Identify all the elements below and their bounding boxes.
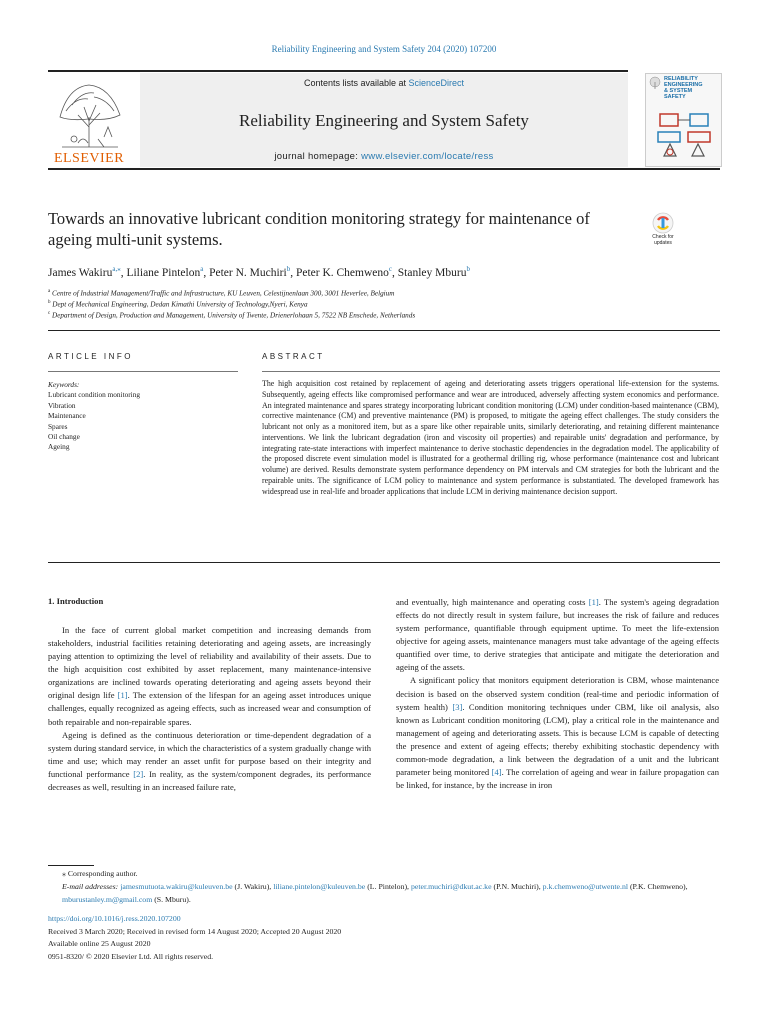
homepage-label: journal homepage: [274,151,362,162]
abstract-text: The high acquisition cost retained by replacement of ageing and deteriorating assets triggers operational life-extension for the systems. Subsequently, ageing effects like compromised performance and wear are introduced, adversely affecting system economics and performance. An integrated maintenance and spares strategy incorporating lubricant condition monitoring (LCM) under condition-based maintenance (CBM), corrective maintenance (CM) and preventive maintenance (PM) is proposed, to mitigate the ageing effect challenges. The study considers the lubricant not only as a monitored item, but as a spare like other repairable units, similarly deteriorating, and retaining different maintenance interventions. We link the lubricant degradation (iron and viscosity oil properties) and repairable units' degradation and performance, by integrating rate-state interactions with imperfect maintenance to derive stochastic dependencies in the degradation model. The applicability of the proposed discrete event simulation model is illustrated for a geothermal drilling rig, whose performance (maintenance cost and lubricant volume) are derived. Results demonstrate system performance dependency on PM intervals and CM strategies for both the lubricant and the repairable units. The significance of LCM policy to maintenance and system performance is substantiated. The developed framework has widespread use in real-life and broader applications that include LCM in deriving maintenance decision support. [262,379,719,496]
author-name[interactable]: Liliane Pintelon [126,266,201,279]
article-title: Towards an innovative lubricant condition monitoring strategy for maintenance of ageing multi-unit systems. [48,209,590,249]
check-for-updates-badge[interactable] [645,212,681,252]
elsevier-mini-tree-icon [648,76,662,90]
cover-title-line: SAFETY [664,94,686,100]
affiliation-text: Department of Design, Production and Management, University of Twente, Drienerlohaan 5, 7522 NB Enschede, Netherlands [52,311,416,320]
cover-title-line: RELIABILITY [664,76,698,82]
keyword: Oil change [48,432,80,442]
keywords-block [48,380,238,453]
article-metadata [48,913,720,963]
author-affil-sup[interactable]: b [286,265,291,273]
body-text: . Condition monitoring techniques under CBM, like oil analysis, also known as Lubricant condition monitoring (LCM), play a critical role in the maintenance and management of ageing and deteriorating assets. This is because LCM is capable of detecting the presence and extent of ageing effects; thereby exhibiting stochastic dependency with common-mode degradation, a link between the degradation of a unit and the lubricant parameter being monitored [396,701,719,778]
footnote-rule [48,865,94,866]
homepage-line [140,151,628,162]
affiliation-sup: a [48,289,51,294]
email-addresses [48,881,720,907]
email-link[interactable]: p.k.chemweno@utwente.nl [542,881,629,891]
email-owner: (S. Mburu). [152,894,191,904]
keyword: Lubricant condition monitoring [48,390,141,400]
abstract-rule [262,371,720,372]
journal-homepage-link[interactable]: www.elsevier.com/locate/ress [361,151,494,162]
journal-banner [48,73,628,167]
body-paragraph [48,624,371,729]
email-owner: (P.K. Chemweno), [628,881,688,891]
section-rule [48,330,720,331]
copyright: 0951-8320/ © 2020 Elsevier Ltd. All rights reserved. [48,951,214,961]
corresponding-author-note: ⁎ Corresponding author. [62,869,138,878]
body-paragraph [396,596,719,674]
email-link[interactable]: liliane.pintelon@kuleuven.be [273,881,366,891]
check-updates-icon [645,212,681,234]
received-dates: Received 3 March 2020; Received in revised form 14 August 2020; Accepted 20 August 2020 [48,926,342,936]
reference-link[interactable]: [2] [133,768,144,779]
body-column-left [48,624,371,794]
author-name[interactable]: James Wakiru [48,266,113,279]
author-affil-sup[interactable]: a,⁎ [112,265,121,273]
banner-box [140,73,628,167]
check-updates-line: Check for [652,234,674,240]
reference-link[interactable]: [4] [491,767,502,778]
reference-link[interactable]: [1] [588,597,599,607]
check-updates-text [645,234,681,246]
body-text: and eventually, high maintenance and operating costs [396,597,589,607]
journal-citation[interactable]: Reliability Engineering and System Safety 204 (2020) 107200 [271,44,497,54]
journal-name: Reliability Engineering and System Safety [239,111,529,130]
section-rule [48,562,720,563]
body-column-right [396,596,719,792]
section-heading: 1. Introduction [48,596,104,606]
email-link[interactable]: mburustanley.m@gmail.com [62,894,153,904]
body-text: . The correlation of ageing and wear in failure propagation can be linked, for instance, by the increase in iron [396,767,719,791]
contents-prefix: Contents lists available at [303,78,409,88]
article-info-label: ARTICLE INFO [48,352,133,361]
check-updates-line: updates [654,240,672,246]
author-name[interactable]: Stanley Mburu [397,266,467,279]
contents-line [140,78,628,88]
affiliation-sup: c [48,311,51,316]
cover-title-line: & SYSTEM [664,88,693,94]
author-name[interactable]: Peter K. Chemweno [295,266,389,279]
email-owner: (L. Pintelon), [365,881,411,891]
affiliation [48,311,720,319]
author-affil-sup[interactable]: b [466,265,470,273]
body-text: . The extension of the lifespan for an ageing asset introduces unique challenges, equally recognized as ageing effects, such as increased wear and consumption of both repairable and non-repairable spares. [48,690,371,727]
email-owner: (P.N. Muchiri), [491,881,543,891]
footnotes [48,868,720,906]
affiliation-sup: b [48,300,51,305]
header-rule [48,168,720,170]
header-rule [48,70,628,72]
article-info-rule [48,371,238,372]
body-paragraph [48,729,371,794]
author-affil-sup[interactable]: a [200,265,204,273]
publisher-wordmark: ELSEVIER [53,151,125,166]
keyword: Vibration [48,400,76,410]
keyword: Maintenance [48,411,86,421]
reference-link[interactable]: [1] [117,690,128,701]
keywords-label: Keywords: [48,380,80,389]
body-paragraph [396,674,719,792]
keyword: Spares [48,421,68,431]
email-link[interactable]: peter.muchiri@dkut.ac.ke [410,881,492,891]
author-name[interactable]: Peter N. Muchiri [209,266,287,279]
journal-cover-thumbnail[interactable] [645,73,722,167]
email-link[interactable]: jamesmutuota.wakiru@kuleuven.be [120,881,233,891]
body-text: . The system's ageing degradation effects do not directly result in system failure, but increases the risk of failure and reduces system performance, quantifiable through equipment uptime. To meet the life-extension objective for ageing assets, maintenance managers must take advantage of the ageing effects quantified over time, to derive strategies that anticipate and mitigate the deterioration and ageing of the assets. [396,597,719,673]
doi-link[interactable]: https://doi.org/10.1016/j.ress.2020.107200 [48,914,181,923]
keyword: Ageing [48,442,70,452]
abstract-label: ABSTRACT [262,352,325,361]
reference-link[interactable]: [3] [452,701,463,712]
affiliation [48,300,720,308]
cover-title [664,76,719,100]
affiliation [48,289,720,297]
cover-title-line: ENGINEERING [664,82,703,88]
body-text: . In reality, as the system/component degrades, its performance decreases as well, resulting in an increased failure rate, [48,768,372,792]
sciencedirect-link[interactable]: ScienceDirect [408,78,465,88]
affiliation-text: Dept of Mechanical Engineering, Dedan Kimathi University of Technology,Nyeri, Kenya [52,300,308,309]
body-text: In the face of current global market competition and increasing demands from stakeholders, industrial facilities retaining deteriorating and ageing assets, are increasingly paying attention to optimizing the level of reliability and availability of their assets. Due to the high acquisition cost exhibited by asset replacement, many maintenance-intensive organizations are inclined towards operating deteriorating and ageing assets beyond their original design life [48,625,371,701]
email-owner: (J. Wakiru), [232,881,274,891]
author-affil-sup[interactable]: c [388,265,393,273]
body-text: Ageing is defined as the continuous deterioration or time-dependent degradation of a system during standard service, in which the characteristics of a system gradually change with time and use; which may render an asset unfit for purpose based on their integrity and functional performance [48,729,371,779]
email-label: E-mail addresses: [62,881,121,891]
author-list: James Wakiru$^{a,⁎}$, Liliane Pintelon$^a$, Peter N. Muchiri$^b$, Peter K. Chemweno$^c$, Stanley Mburu$^b$ [48,265,470,279]
body-text: A significant policy that monitors equipment deterioration is CBM, whose maintenance decision is based on the observed system condition (real-time and periodic information of system health) [396,675,719,712]
available-online: Available online 25 August 2020 [48,939,151,949]
cover-illustration-icon [654,108,714,162]
affiliation-text: Centre of Industrial Management/Traffic and Infrastructure, KU Leuven, Celestijnenlaan 300, 3001 Heverlee, Belgium [52,289,395,298]
